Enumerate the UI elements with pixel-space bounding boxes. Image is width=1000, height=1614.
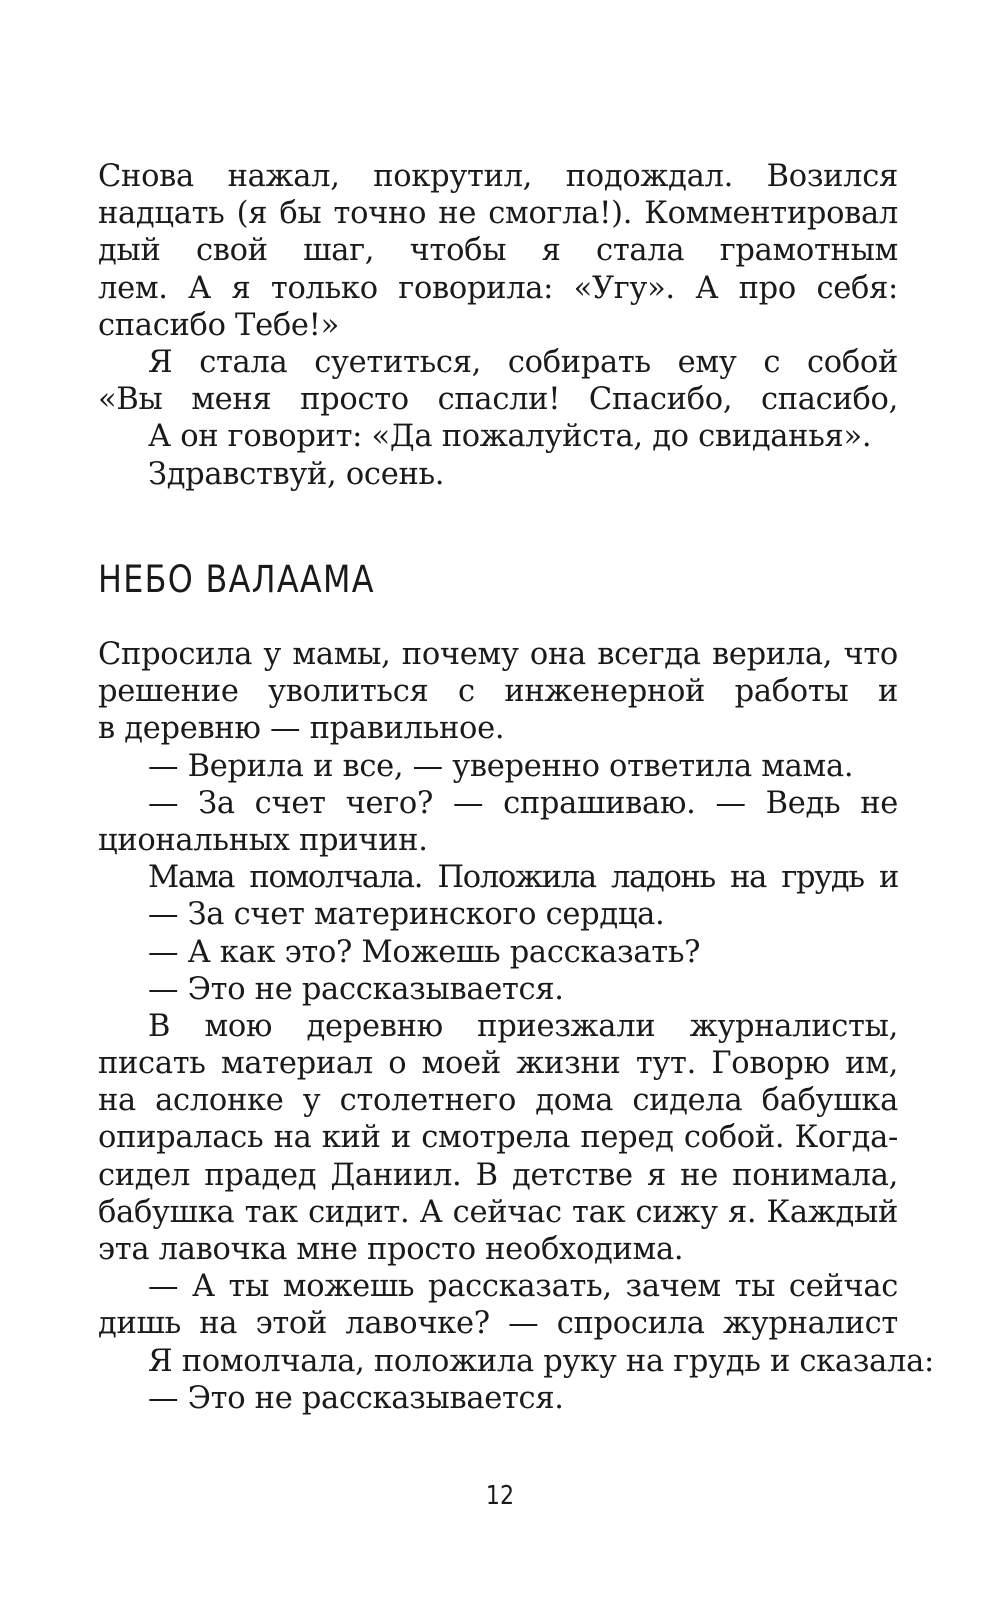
- text-line: — Это не рассказывается.: [148, 971, 564, 1007]
- text-line: Спросила у мамы, почему она всегда верила, что: [98, 637, 898, 672]
- text-line: В мою деревню приезжали журналисты,: [148, 1008, 898, 1044]
- text-line: дый свой шаг, чтобы я стала грамотным: [98, 233, 898, 269]
- text-line: — За счет материнского сердца.: [148, 897, 665, 933]
- text-line: спасибо Тебе!»: [98, 307, 339, 343]
- text-line: бабушка так сидит. А сейчас так сижу я. Каждый: [98, 1194, 898, 1230]
- text-line: циональных причин.: [98, 822, 428, 858]
- text-line: лем. А я только говорила: «Угу». А про себя:: [98, 270, 898, 306]
- text-line: дишь на этой лавочке? — спросила журналист: [98, 1306, 898, 1342]
- text-line: Я стала суетиться, собирать ему с собой: [148, 344, 898, 380]
- text-line: Здравствуй, осень.: [148, 456, 445, 492]
- text-line: Мама помолчала. Положила ладонь на грудь и: [148, 860, 898, 896]
- text-line: эта лавочка мне просто необходима.: [98, 1232, 684, 1267]
- text-line: — А ты можешь рассказать, зачем ты сейчас: [148, 1269, 898, 1305]
- text-line: писать материал о моей жизни тут. Говорю им,: [98, 1046, 898, 1082]
- section-1-text: [98, 158, 898, 493]
- text-line: надцать (я бы точно не смогла!). Комментировал: [98, 196, 898, 232]
- text-line: — А как это? Можешь рассказать?: [148, 934, 701, 970]
- text-line: опиралась на кий и смотрела перед собой. Когда-: [98, 1120, 898, 1156]
- text-line: решение уволиться с инженерной работы и: [98, 674, 898, 710]
- text-line: в деревню — правильное.: [98, 711, 505, 747]
- text-line: Снова нажал, покрутил, подождал. Возился: [98, 159, 898, 194]
- text-line: — Верила и все, — уверенно ответила мама.: [148, 748, 854, 784]
- text-line: «Вы меня просто спасли! Спасибо, спасибо,: [98, 382, 898, 418]
- text-line: — Это не рассказывается.: [148, 1380, 564, 1416]
- text-line: на аслонке у столетнего дома сидела бабушка: [98, 1083, 898, 1119]
- text-line: сидел прадед Даниил. В детстве я не понимала,: [98, 1157, 898, 1193]
- text-line: Я помолчала, положила руку на грудь и сказала:: [148, 1343, 934, 1379]
- text-line: — За счет чего? — спрашиваю. — Ведь не: [148, 785, 898, 821]
- page-number: 12: [485, 1481, 515, 1511]
- chapter-heading: НЕБО ВАЛААМА: [98, 558, 375, 601]
- text-line: А он говорит: «Да пожалуйста, до свиданья».: [148, 419, 872, 455]
- section-2-text: [98, 636, 934, 1417]
